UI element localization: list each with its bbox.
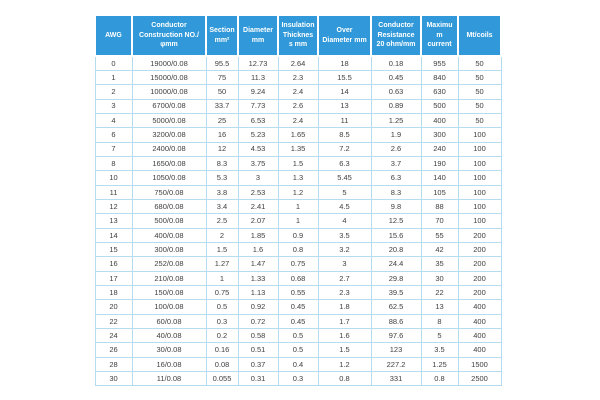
cell: 200 [458,271,501,285]
cell: 8 [95,156,132,170]
cell: 1 [278,199,318,213]
cell: 2 [206,228,238,242]
cell: 1.6 [238,242,278,256]
cell: 105 [421,185,458,199]
cell: 0.51 [238,343,278,357]
cell: 2.53 [238,185,278,199]
cell: 50 [458,56,501,70]
cell: 8.5 [318,128,371,142]
cell: 50 [458,70,501,84]
cell: 100 [458,142,501,156]
cell: 11 [95,185,132,199]
cell: 3.7 [371,156,421,170]
cell: 0.08 [206,357,238,371]
table-body [95,56,501,386]
cell: 200 [458,242,501,256]
cell: 5.45 [318,171,371,185]
cell: 12 [206,142,238,156]
cell: 1.25 [421,357,458,371]
cell: 1500 [458,357,501,371]
cell: 6.53 [238,113,278,127]
cell: 20.8 [371,242,421,256]
table-row [95,99,501,113]
cell: 50 [206,85,238,99]
cell: 7.2 [318,142,371,156]
cell: 3 [238,171,278,185]
cell: 0.2 [206,329,238,343]
cell: 1650/0.08 [132,156,206,170]
cell: 1 [278,214,318,228]
cell: 1.47 [238,257,278,271]
col-header-7: Maximum current [421,15,458,56]
cell: 3 [95,99,132,113]
cell: 29.8 [371,271,421,285]
cell: 0.89 [371,99,421,113]
table-header [95,15,501,56]
table-row [95,286,501,300]
cell: 50 [458,85,501,99]
cell: 0.75 [206,286,238,300]
cell: 1.2 [278,185,318,199]
cell: 1.5 [318,343,371,357]
cell: 2500 [458,372,501,386]
cell: 955 [421,56,458,70]
cell: 100 [458,185,501,199]
cell: 2.3 [318,286,371,300]
cell: 200 [458,286,501,300]
cell: 42 [421,242,458,256]
header-row [95,15,501,56]
cell: 0.75 [278,257,318,271]
cell: 1.27 [206,257,238,271]
cell: 0.72 [238,314,278,328]
cell: 5 [318,185,371,199]
cell: 680/0.08 [132,199,206,213]
cell: 10000/0.08 [132,85,206,99]
cell: 240 [421,142,458,156]
table-row [95,271,501,285]
cell: 28 [95,357,132,371]
table-row [95,199,501,213]
cell: 50 [458,113,501,127]
table-row [95,343,501,357]
table-row [95,56,501,70]
cell: 400 [421,113,458,127]
cell: 2.6 [278,99,318,113]
cell: 12.73 [238,56,278,70]
cell: 0.45 [371,70,421,84]
cell: 15 [95,242,132,256]
cell: 2.4 [278,85,318,99]
cell: 0.31 [238,372,278,386]
cell: 24 [95,329,132,343]
cell: 1.2 [318,357,371,371]
cell: 3 [318,257,371,271]
table-row [95,185,501,199]
cell: 30 [421,271,458,285]
table-row [95,156,501,170]
cell: 200 [458,228,501,242]
cell: 5000/0.08 [132,113,206,127]
cell: 210/0.08 [132,271,206,285]
cell: 13 [421,300,458,314]
table-row [95,70,501,84]
cell: 9.24 [238,85,278,99]
table-row [95,228,501,242]
cell: 0.8 [318,372,371,386]
cell: 0.68 [278,271,318,285]
cell: 1.6 [318,329,371,343]
cell: 150/0.08 [132,286,206,300]
cell: 1050/0.08 [132,171,206,185]
cell: 4.53 [238,142,278,156]
cell: 22 [95,314,132,328]
cell: 0.16 [206,343,238,357]
cell: 11 [318,113,371,127]
cell: 2.41 [238,199,278,213]
cell: 100 [458,128,501,142]
cell: 1.8 [318,300,371,314]
cell: 100/0.08 [132,300,206,314]
cell: 4.5 [318,199,371,213]
cell: 100 [458,214,501,228]
cell: 0.4 [278,357,318,371]
cell: 0.8 [421,372,458,386]
cell: 13 [318,99,371,113]
cell: 630 [421,85,458,99]
cell: 88 [421,199,458,213]
cell: 190 [421,156,458,170]
cell: 0.8 [278,242,318,256]
cell: 8.3 [371,185,421,199]
cell: 8.3 [206,156,238,170]
cell: 55 [421,228,458,242]
cell: 3.5 [318,228,371,242]
cell: 2.07 [238,214,278,228]
table-row [95,214,501,228]
cell: 5.23 [238,128,278,142]
cell: 0.18 [371,56,421,70]
cell: 2.4 [278,113,318,127]
cell: 252/0.08 [132,257,206,271]
cell: 3200/0.08 [132,128,206,142]
cell: 30 [95,372,132,386]
cell: 18 [318,56,371,70]
cell: 7 [95,142,132,156]
cell: 62.5 [371,300,421,314]
cell: 400 [458,314,501,328]
cell: 16 [95,257,132,271]
cell: 1.3 [278,171,318,185]
cell: 24.4 [371,257,421,271]
cell: 12.5 [371,214,421,228]
cell: 400 [458,329,501,343]
cell: 3.2 [318,242,371,256]
cell: 500 [421,99,458,113]
cell: 100 [458,199,501,213]
cell: 13 [95,214,132,228]
table-row [95,113,501,127]
cell: 123 [371,343,421,357]
cell: 9.8 [371,199,421,213]
cell: 400/0.08 [132,228,206,242]
cell: 400 [458,343,501,357]
table-row [95,372,501,386]
cell: 0.45 [278,300,318,314]
cell: 0.63 [371,85,421,99]
cell: 140 [421,171,458,185]
table-row [95,329,501,343]
cell: 0.3 [206,314,238,328]
cell: 1.5 [278,156,318,170]
cell: 0.58 [238,329,278,343]
cell: 2.6 [371,142,421,156]
cell: 331 [371,372,421,386]
cell: 0.5 [206,300,238,314]
cell: 400 [458,300,501,314]
cell: 2 [95,85,132,99]
cell: 300 [421,128,458,142]
cell: 1.35 [278,142,318,156]
cell: 1.33 [238,271,278,285]
cell: 18 [95,286,132,300]
cell: 6700/0.08 [132,99,206,113]
cell: 100 [458,156,501,170]
table-row [95,357,501,371]
cell: 1.65 [278,128,318,142]
table-row [95,128,501,142]
table-row [95,257,501,271]
cell: 840 [421,70,458,84]
cell: 0.9 [278,228,318,242]
cell: 16 [206,128,238,142]
cell: 3.5 [421,343,458,357]
cell: 0.5 [278,329,318,343]
table-row [95,314,501,328]
cell: 1.25 [371,113,421,127]
cell: 4 [95,113,132,127]
cell: 11/0.08 [132,372,206,386]
cell: 10 [95,171,132,185]
cell: 5 [421,329,458,343]
cell: 500/0.08 [132,214,206,228]
col-header-2: Section mm² [206,15,238,56]
cell: 15000/0.08 [132,70,206,84]
cell: 15.5 [318,70,371,84]
cell: 2.5 [206,214,238,228]
col-header-3: Diameter mm [238,15,278,56]
cell: 0 [95,56,132,70]
cell: 70 [421,214,458,228]
cell: 30/0.08 [132,343,206,357]
table-row [95,242,501,256]
cell: 1.85 [238,228,278,242]
cell: 8 [421,314,458,328]
cell: 3.8 [206,185,238,199]
cell: 60/0.08 [132,314,206,328]
cell: 1.13 [238,286,278,300]
table-row [95,171,501,185]
cell: 0.37 [238,357,278,371]
cell: 0.3 [278,372,318,386]
cell: 17 [95,271,132,285]
cell: 16/0.08 [132,357,206,371]
cell: 0.55 [278,286,318,300]
cell: 1 [206,271,238,285]
cell: 15.6 [371,228,421,242]
cell: 88.6 [371,314,421,328]
cell: 7.73 [238,99,278,113]
cell: 40/0.08 [132,329,206,343]
cell: 3.4 [206,199,238,213]
cell: 22 [421,286,458,300]
cell: 4 [318,214,371,228]
cell: 1.9 [371,128,421,142]
cell: 97.6 [371,329,421,343]
cell: 0.055 [206,372,238,386]
col-header-1: Conductor Construction NO./φmm [132,15,206,56]
cell: 1.7 [318,314,371,328]
cell: 26 [95,343,132,357]
cell: 100 [458,171,501,185]
cell: 11.3 [238,70,278,84]
cell: 0.45 [278,314,318,328]
cell: 2400/0.08 [132,142,206,156]
cell: 300/0.08 [132,242,206,256]
table-row [95,85,501,99]
cell: 6.3 [371,171,421,185]
cell: 14 [95,228,132,242]
cell: 75 [206,70,238,84]
cell: 2.64 [278,56,318,70]
cell: 39.5 [371,286,421,300]
cell: 2.3 [278,70,318,84]
col-header-8: Mt/coils [458,15,501,56]
col-header-6: Conductor Resistance 20 ohm/mm [371,15,421,56]
cell: 6.3 [318,156,371,170]
cell: 95.5 [206,56,238,70]
cell: 750/0.08 [132,185,206,199]
table-row [95,142,501,156]
cell: 0.5 [278,343,318,357]
col-header-4: Insulation Thickness mm [278,15,318,56]
col-header-0: AWG [95,15,132,56]
cell: 50 [458,99,501,113]
awg-spec-table [94,14,502,386]
cell: 12 [95,199,132,213]
cell: 5.3 [206,171,238,185]
cell: 2.7 [318,271,371,285]
cell: 1.5 [206,242,238,256]
cell: 200 [458,257,501,271]
table-row [95,300,501,314]
cell: 14 [318,85,371,99]
cell: 25 [206,113,238,127]
cell: 1 [95,70,132,84]
cell: 227.2 [371,357,421,371]
cell: 19000/0.08 [132,56,206,70]
cell: 20 [95,300,132,314]
col-header-5: Over Diameter mm [318,15,371,56]
cell: 33.7 [206,99,238,113]
cell: 35 [421,257,458,271]
cell: 6 [95,128,132,142]
cell: 3.75 [238,156,278,170]
cell: 0.92 [238,300,278,314]
